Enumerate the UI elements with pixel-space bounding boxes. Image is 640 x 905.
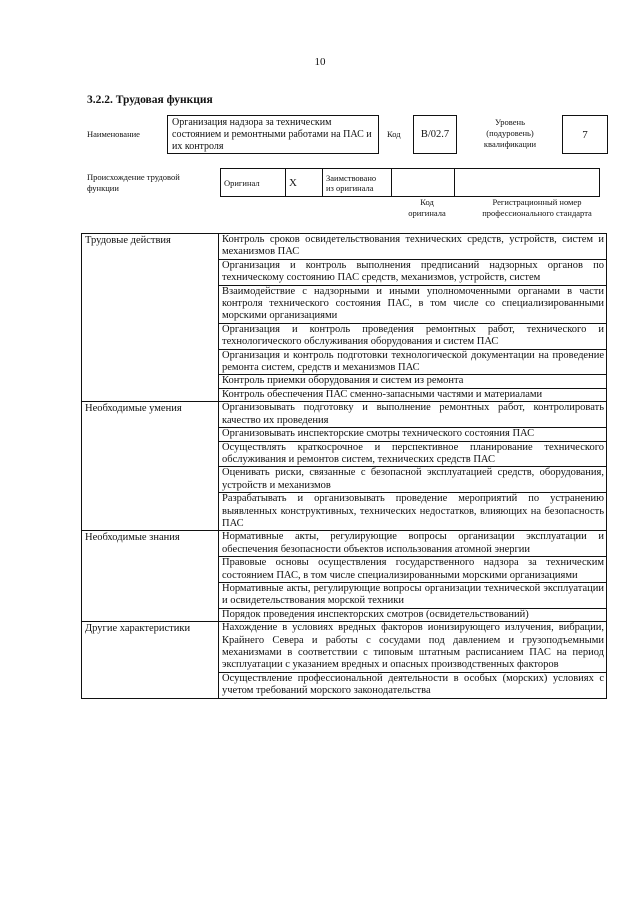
item-cell: Разрабатывать и организовывать проведение мероприятий по устранению выявленных конструктивных, технических недостатков, влияющих на безопасность ПАС: [219, 493, 607, 531]
original-mark-cell: X: [286, 169, 323, 197]
table-row: [82, 234, 607, 260]
code-original-caption: [398, 197, 456, 219]
item-cell: Контроль приемки оборудования и систем из ремонта: [219, 375, 607, 388]
reg-number-caption: [462, 197, 612, 219]
code-original-line-1: Код: [420, 197, 434, 207]
qualification-level-box: 7: [562, 115, 608, 154]
table-row: [82, 402, 607, 428]
code-original-line-2: оригинала: [408, 208, 446, 218]
function-code-box: B/02.7: [413, 115, 457, 154]
origin-label-line-2: функции: [87, 183, 119, 193]
item-cell: Организовывать инспекторские смотры технического состояния ПАС: [219, 428, 607, 441]
origin-label: [87, 172, 180, 194]
code-label: Код: [387, 129, 401, 139]
item-cell: Контроль сроков освидетельствования технических средств, устройств, систем и механизмов ПАС: [219, 234, 607, 260]
borrowed-line-2: из оригинала: [326, 182, 374, 193]
section-title: 3.2.2. Трудовая функция: [87, 94, 213, 106]
item-cell: Контроль обеспечения ПАС сменно-запасными частями и материалами: [219, 388, 607, 401]
borrowed-line-1: Заимствовано: [326, 172, 377, 183]
labor-function-table: [81, 233, 607, 699]
item-cell: Организация и контроль подготовки технологической документации на проведение ремонта систем, средств и механизмов ПАС: [219, 349, 607, 375]
level-label-line-3: квалификации: [483, 139, 537, 149]
item-cell: Осуществление профессиональной деятельности в особых (морских) условиях с учетом требований морского законодательства: [219, 672, 607, 698]
category-cell: Необходимые умения: [82, 402, 219, 531]
level-label-line-1: Уровень: [495, 117, 525, 127]
table-row: [82, 622, 607, 673]
reg-number-cell: [455, 169, 600, 197]
category-cell: Необходимые знания: [82, 531, 219, 622]
item-cell: Оценивать риски, связанные с безопасной эксплуатацией средств, оборудования, устройств и механизмов: [219, 467, 607, 493]
item-cell: Нахождение в условиях вредных факторов ионизирующего излучения, вибрации, Крайнего Севера и работы с сосудами под давлением и грузоподъемными механизмами в соответствии с типовым штатным расписанием ПАС на период эксплуатации с указанием вредных и опасных производственных факторов: [219, 622, 607, 673]
name-label: Наименование: [87, 129, 140, 139]
item-cell: Осуществлять краткосрочное и перспективное планирование технического обслуживания и ремонтов систем, технических средств ПАС: [219, 441, 607, 467]
origin-label-line-1: Происхождение трудовой: [87, 172, 180, 182]
item-cell: Нормативные акты, регулирующие вопросы организации технической эксплуатации и освидетельствования морской техники: [219, 582, 607, 608]
item-cell: Нормативные акты, регулирующие вопросы организации эксплуатации и обеспечения безопасности объектов использования атомной энергии: [219, 531, 607, 557]
level-label: [470, 117, 550, 150]
category-cell: Другие характеристики: [82, 622, 219, 698]
origin-table: [220, 168, 600, 197]
reg-number-line-2: профессионального стандарта: [482, 208, 592, 218]
table-row: [82, 531, 607, 557]
item-cell: Организация и контроль выполнения предписаний надзорных органов по техническому состоянию ПАС средств, механизмов, устройств, систем: [219, 259, 607, 285]
reg-number-line-1: Регистрационный номер: [492, 197, 582, 207]
item-cell: Организация и контроль проведения ремонтных работ, технического и технологического обслуживания оборудования и систем ПАС: [219, 323, 607, 349]
original-label-cell: Оригинал: [221, 169, 286, 197]
category-cell: Трудовые действия: [82, 234, 219, 402]
level-label-line-2: (подуровень): [486, 128, 534, 138]
item-cell: Правовые основы осуществления государственного надзора за техническим состоянием ПАС, в том числе специализированными морскими организациями: [219, 557, 607, 583]
item-cell: Порядок проведения инспекторских смотров (освидетельствований): [219, 608, 607, 621]
code-original-cell: [392, 169, 455, 197]
page-number: 10: [314, 56, 326, 68]
item-cell: Организовывать подготовку и выполнение ремонтных работ, контролировать качество их проведения: [219, 402, 607, 428]
borrowed-cell: [323, 169, 392, 197]
item-cell: Взаимодействие с надзорными и иными уполномоченными органами в части контроля технического состояния ПАС, в том числе со специализированными морскими организациями: [219, 285, 607, 323]
function-name-box: Организация надзора за техническим состоянием и ремонтными работами на ПАС и их контроля: [167, 115, 379, 154]
